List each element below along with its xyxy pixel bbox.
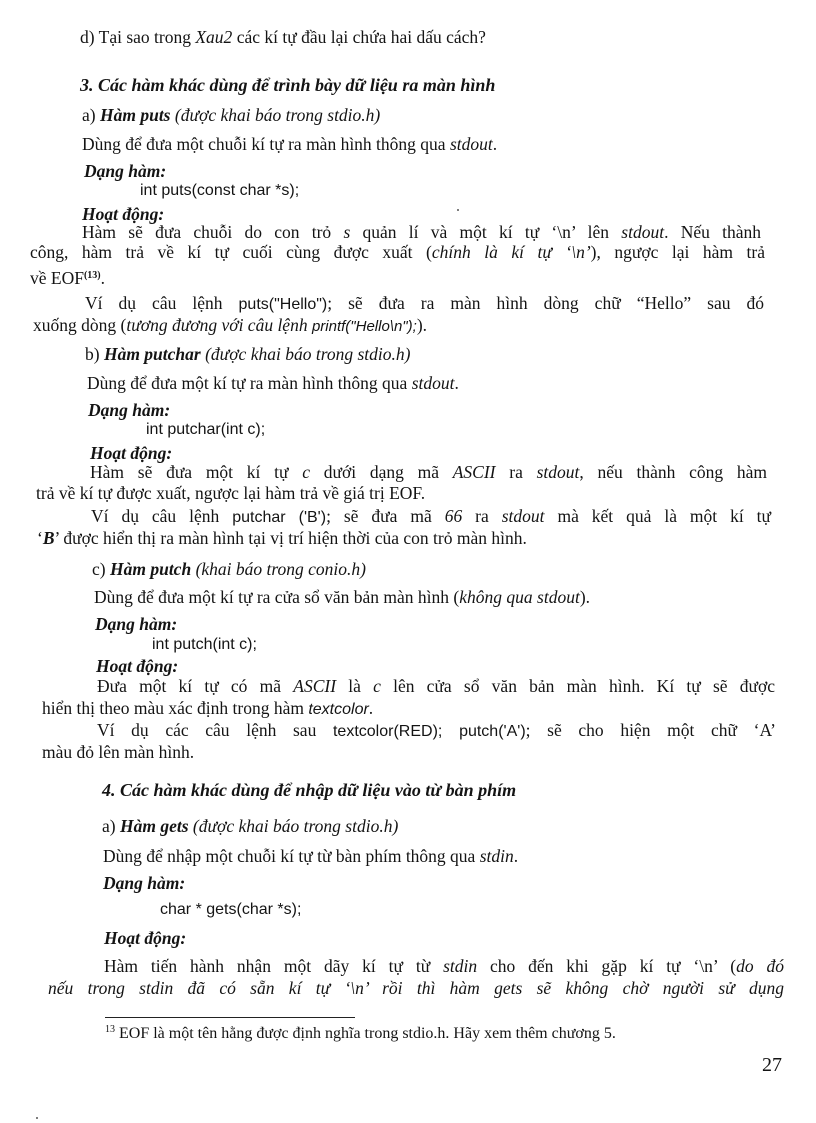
gets-activity-line-1 <box>104 955 784 977</box>
putch-example-line-2: màu đỏ lên màn hình. <box>42 742 195 762</box>
footnote-ref: (13) <box>83 270 101 281</box>
scan-speck <box>457 209 459 211</box>
text: . <box>368 698 374 718</box>
text: Ví dụ câu lệnh <box>91 506 233 526</box>
puts-signature: int puts(const char *s); <box>140 182 300 199</box>
text: ra <box>495 462 537 482</box>
declaration-note: (khai báo trong conio.h) <box>191 559 366 579</box>
puts-activity-line-2 <box>30 241 765 263</box>
gets-heading <box>102 815 398 837</box>
putch-form-label: Dạng hàm: <box>95 614 178 634</box>
variable-name: Xau2 <box>195 27 233 47</box>
char-name: c <box>373 676 381 696</box>
function-ref: textcolor <box>308 701 369 718</box>
text: ‘ <box>37 528 43 548</box>
putchar-activity-line-1 <box>90 461 767 483</box>
text: lên cửa sổ văn bản màn hình. Kí tự sẽ được <box>380 676 775 696</box>
page-number: 27 <box>762 1054 782 1076</box>
italic-note: chính là kí tự ‘\n’ <box>431 242 591 262</box>
puts-example-line-2 <box>33 314 427 338</box>
italic-note: không qua stdout <box>459 587 580 607</box>
stream-name: stdin <box>479 846 514 866</box>
puts-form-label: Dạng hàm: <box>84 161 167 181</box>
putchar-form-label: Dạng hàm: <box>88 400 171 420</box>
text: ’ được hiển thị ra màn hình tại vị trí hiện thời của con trỏ màn hình. <box>54 528 527 548</box>
pointer-name: s <box>343 222 351 242</box>
stream-name: stdout <box>501 506 545 526</box>
puts-description <box>82 133 497 155</box>
question-d <box>80 26 486 48</box>
stream-name: stdout <box>536 462 580 482</box>
puts-activity-line-3 <box>30 267 105 289</box>
text: ; sẽ đưa ra màn hình dòng chữ “Hello” sau đó <box>327 293 764 313</box>
text: d) Tại sao trong <box>80 27 196 47</box>
section-3-title: 3. Các hàm khác dùng để trình bày dữ liệu ra màn hình <box>80 75 496 95</box>
text: . <box>100 268 105 288</box>
stream-name: stdin <box>443 956 478 976</box>
text: b) <box>85 344 104 364</box>
text: Hàm tiến hành nhận một dãy kí tự từ <box>104 956 444 976</box>
text: Dùng để nhập một chuỗi kí tự từ bàn phím thông qua <box>103 846 480 866</box>
text: là <box>336 676 374 696</box>
function-name: Hàm puts <box>99 105 171 125</box>
putchar-description <box>87 372 459 394</box>
code-value: 66 <box>444 506 463 526</box>
char-name: c <box>302 462 310 482</box>
text: . <box>454 373 459 393</box>
text: ). <box>579 587 591 607</box>
text: a) <box>82 105 100 125</box>
text: ). <box>416 315 428 335</box>
putchar-activity-label: Hoạt động: <box>90 443 173 463</box>
puts-activity-line-1 <box>82 221 761 243</box>
footnote-text: EOF là một tên hằng được định nghĩa trong stdio.h. Hãy xem thêm chương 5. <box>115 1025 616 1042</box>
footnote-mark: 13 <box>105 1024 115 1035</box>
putch-activity-line-1 <box>97 675 775 697</box>
text: dưới dạng mã <box>310 462 453 482</box>
gets-description <box>103 845 518 867</box>
text: Dùng để đưa một kí tự ra cửa sổ văn bản màn hình ( <box>94 587 460 607</box>
text: ; sẽ đưa mã <box>326 506 445 526</box>
putch-heading <box>92 558 366 580</box>
gets-activity-line-2: nếu trong stdin đã có sẵn kí tự ‘\n’ rồi thì hàm gets sẽ không chờ người sử dụng <box>48 978 784 998</box>
section-4-title: 4. Các hàm khác dùng để nhập dữ liệu vào từ bàn phím <box>102 780 517 800</box>
text: Hàm sẽ đưa một kí tự <box>90 462 303 482</box>
text: . <box>492 134 498 154</box>
stream-name: stdout <box>411 373 455 393</box>
function-name: Hàm putchar <box>103 344 201 364</box>
gets-signature: char * gets(char *s); <box>160 901 302 918</box>
declaration-note: (được khai báo trong stdio.h) <box>200 344 411 364</box>
text: về EOF <box>30 268 84 288</box>
scan-speck <box>36 1117 38 1119</box>
text: mà kết quả là một kí tự <box>544 506 771 526</box>
text: xuống dòng ( <box>33 315 127 335</box>
stream-name: stdout <box>449 134 493 154</box>
putchar-heading <box>85 343 410 365</box>
text: các kí tự đầu lại chứa hai dấu cách? <box>232 27 486 47</box>
text: , nếu thành công hàm <box>579 462 768 482</box>
code-snippet: printf("Hello\n"); <box>311 318 417 335</box>
footnote <box>105 1023 616 1045</box>
puts-heading <box>82 104 380 126</box>
gets-form-label: Dạng hàm: <box>103 873 186 893</box>
putchar-example-line-1 <box>91 505 771 529</box>
text: . Nếu thành <box>664 222 762 242</box>
putchar-example-line-2 <box>37 527 527 549</box>
italic-note: do đó <box>736 956 785 976</box>
function-name: Hàm gets <box>119 816 189 836</box>
text: Hàm sẽ đưa chuỗi do con trỏ <box>82 222 344 242</box>
text: cho đến khi gặp kí tự ‘\n’ ( <box>477 956 737 976</box>
putch-activity-label: Hoạt động: <box>96 656 179 676</box>
text: ; sẽ cho hiện một chữ ‘A’ <box>525 720 776 740</box>
putch-activity-line-2 <box>42 697 373 721</box>
ascii-term: ASCII <box>452 462 496 482</box>
putchar-signature: int putchar(int c); <box>146 421 266 438</box>
code-snippet: textcolor(RED); putch('A') <box>332 723 526 740</box>
puts-example-line-1 <box>85 292 764 316</box>
text: Ví dụ câu lệnh <box>85 293 239 313</box>
text: công, hàm trả về kí tự cuối cùng được xuất ( <box>30 242 432 262</box>
putchar-activity-line-2: trả về kí tự được xuất, ngược lại hàm trả về giá trị EOF. <box>36 483 426 503</box>
text: Đưa một kí tự có mã <box>97 676 294 696</box>
italic-note: tương đương với câu lệnh <box>126 315 312 335</box>
putch-example-line-1 <box>97 719 776 743</box>
ascii-term: ASCII <box>293 676 337 696</box>
text: a) <box>102 816 120 836</box>
char-b: B <box>42 528 55 548</box>
text: c) <box>92 559 110 579</box>
declaration-note: (được khai báo trong stdio.h) <box>188 816 399 836</box>
function-name: Hàm putch <box>109 559 192 579</box>
text: ra <box>462 506 502 526</box>
puts-activity-label: Hoạt động: <box>82 204 165 224</box>
footnote-rule <box>105 1017 355 1018</box>
text: . <box>513 846 519 866</box>
text: ), ngược lại hàm trả <box>590 242 765 262</box>
putch-description <box>94 586 590 608</box>
code-snippet: puts("Hello") <box>238 296 328 313</box>
text: Ví dụ các câu lệnh sau <box>97 720 333 740</box>
text: Dùng để đưa một kí tự ra màn hình thông qua <box>87 373 412 393</box>
text: Dùng để đưa một chuỗi kí tự ra màn hình thông qua <box>82 134 450 154</box>
code-snippet: putchar ('B') <box>232 509 327 526</box>
putch-signature: int putch(int c); <box>152 636 257 653</box>
text: quản lí và một kí tự ‘\n’ lên <box>350 222 622 242</box>
declaration-note: (được khai báo trong stdio.h) <box>170 105 381 125</box>
stream-name: stdout <box>621 222 665 242</box>
gets-activity-label: Hoạt động: <box>104 928 187 948</box>
text: hiển thị theo màu xác định trong hàm <box>42 698 309 718</box>
